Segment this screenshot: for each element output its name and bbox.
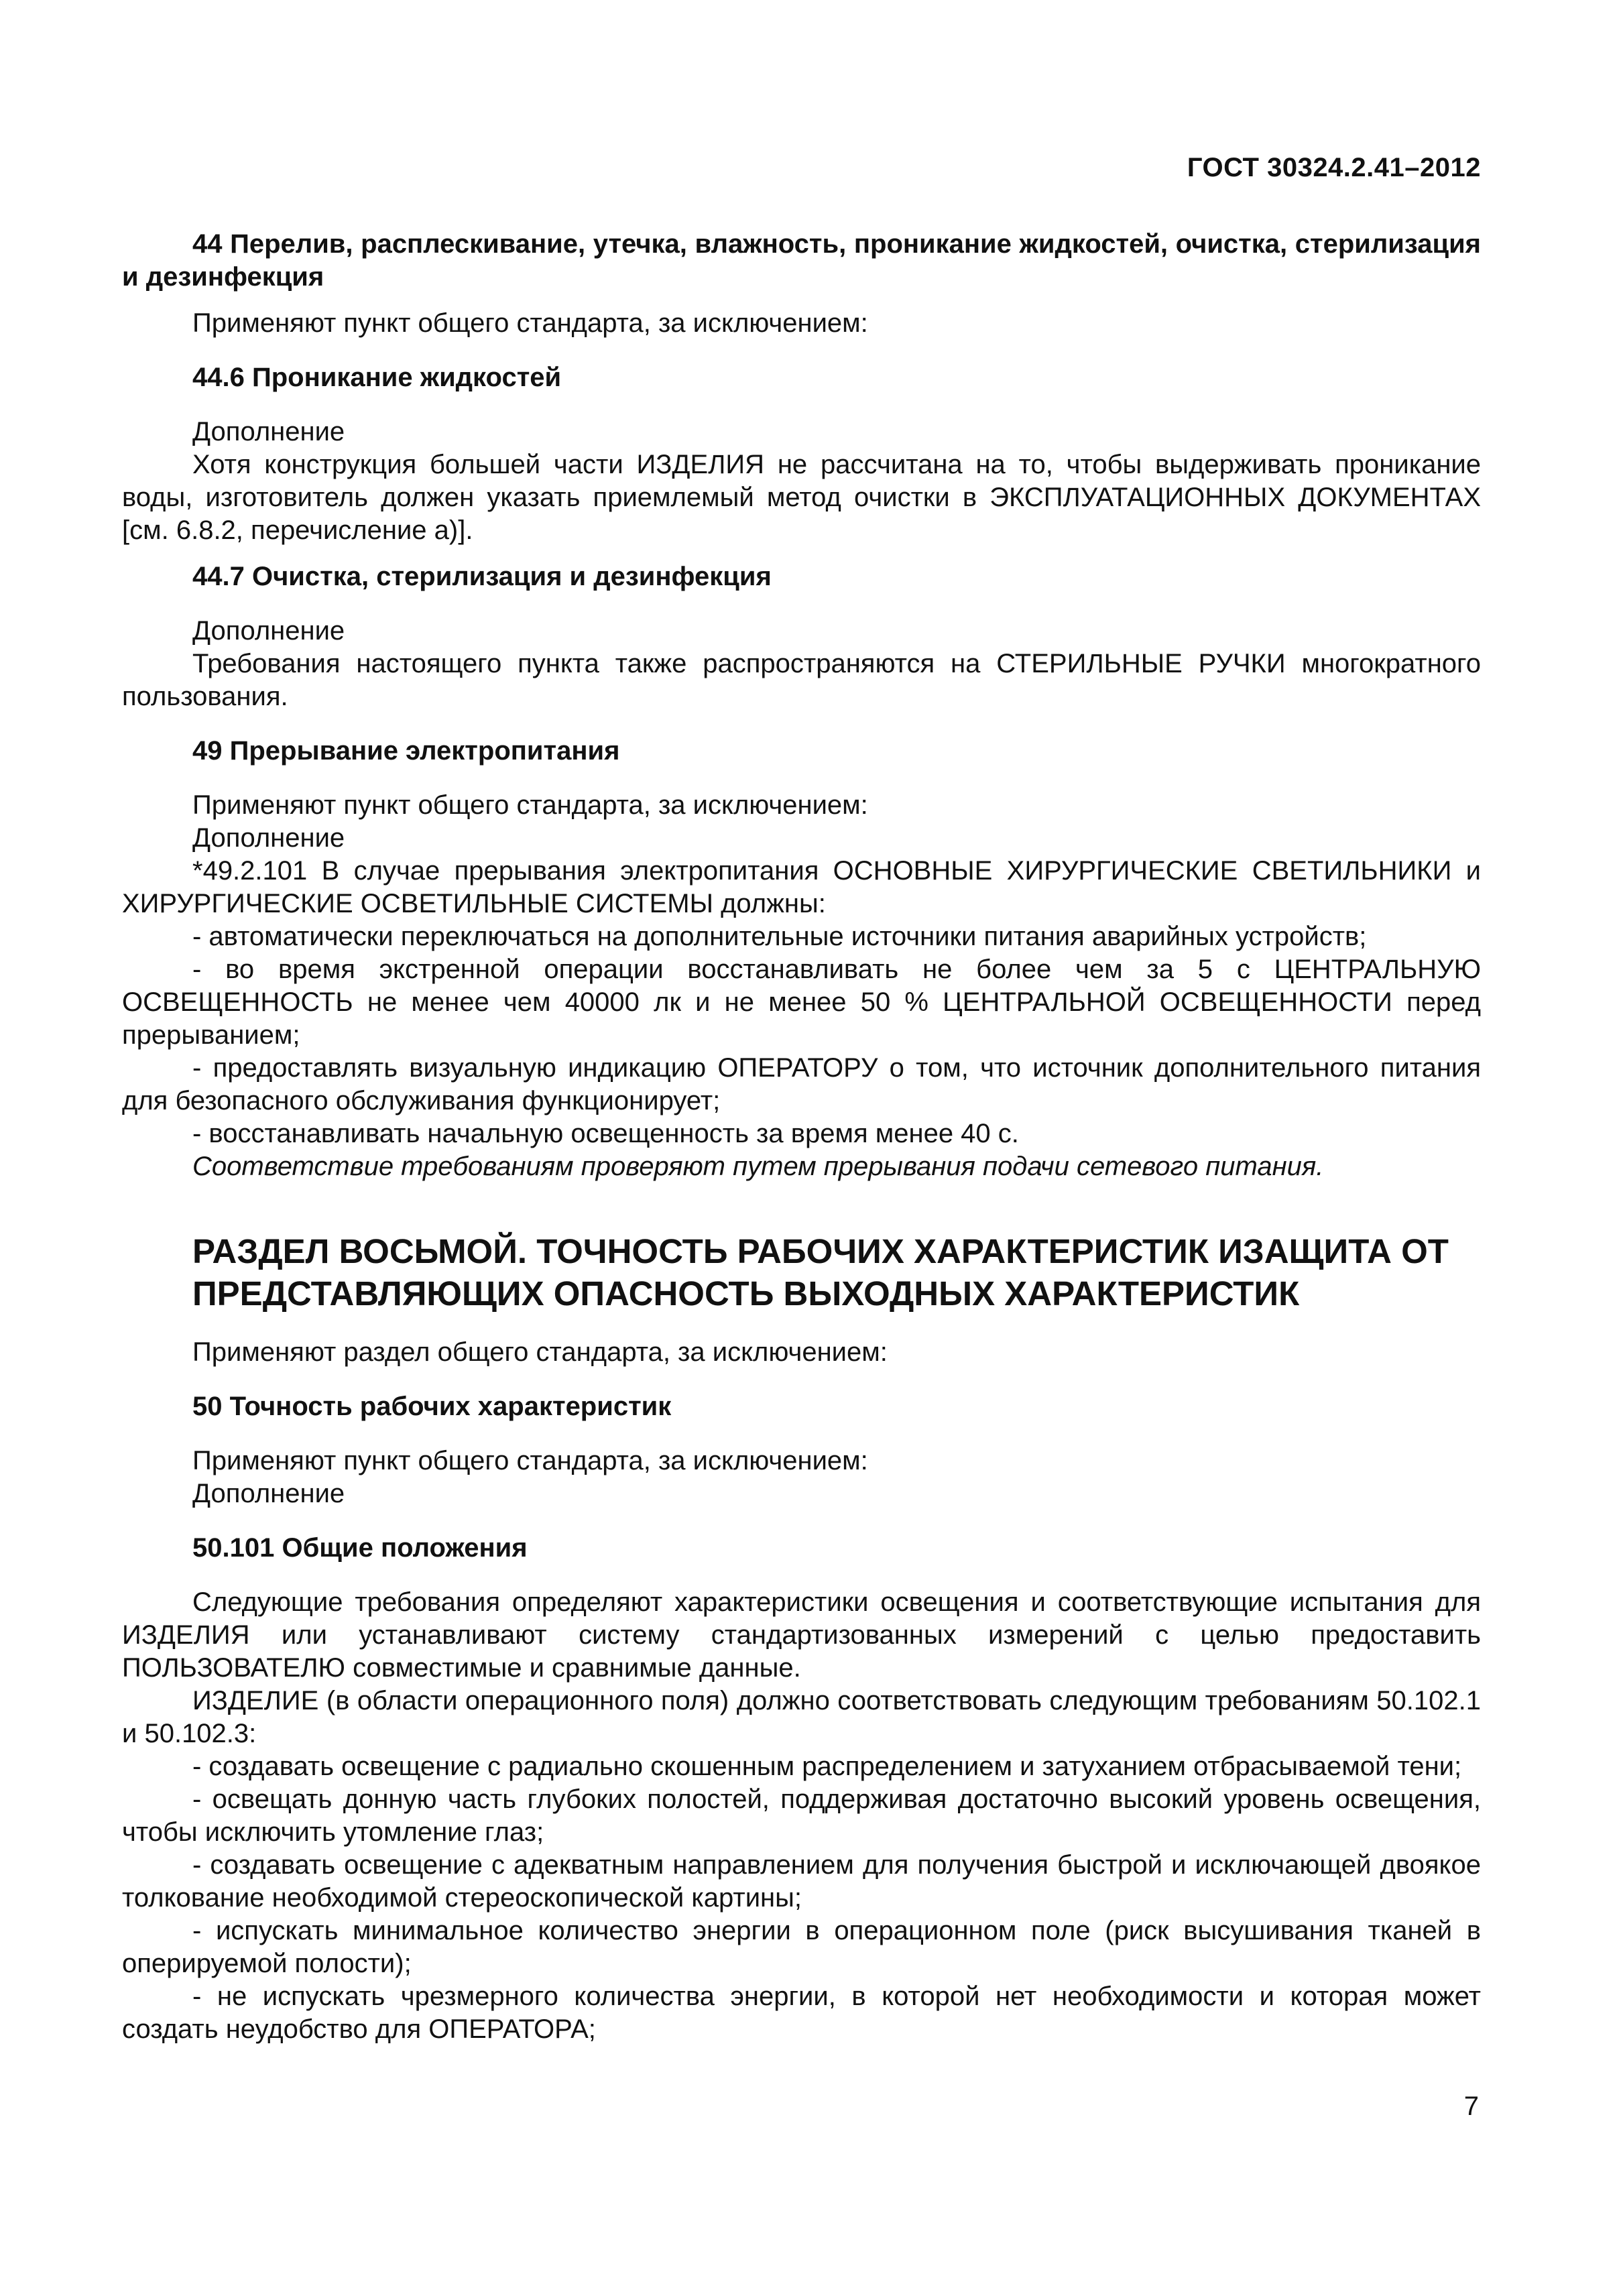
clause-49-heading: 49 Прерывание электропитания	[192, 736, 620, 766]
page-number: 7	[1463, 2092, 1479, 2121]
paragraph: Дополнение	[192, 823, 345, 853]
clause-44-heading: 44 Перелив, расплескивание, утечка, влажность, проникание жидкостей, очистка, стерилизация и дезинфекция	[122, 229, 1481, 292]
list-item: - создавать освещение с радиально скошенным распределением и затуханием отбрасываемой тени;	[192, 1752, 1462, 1781]
paragraph: *49.2.101 В случае прерывания электропитания ОСНОВНЫЕ ХИРУРГИЧЕСКИЕ СВЕТИЛЬНИКИ и ХИРУРГИЧЕСКИЕ ОСВЕТИЛЬНЫЕ СИСТЕМЫ должны:	[122, 856, 1481, 918]
compliance-note: Соответствие требованиям проверяют путем прерывания подачи сетевого питания.	[192, 1152, 1324, 1181]
paragraph: Применяют пункт общего стандарта, за исключением:	[192, 790, 868, 820]
list-item: - предоставлять визуальную индикацию ОПЕРАТОРУ о том, что источник дополнительного питания для безопасного обслуживания функционирует;	[122, 1053, 1481, 1115]
paragraph: Применяют пункт общего стандарта, за исключением:	[192, 1446, 868, 1475]
clause-44-7-heading: 44.7 Очистка, стерилизация и дезинфекция	[192, 562, 772, 591]
paragraph: ИЗДЕЛИЕ (в области операционного поля) должно соответствовать следующим требованиям 50.102.1 и 50.102.3:	[122, 1686, 1481, 1748]
list-item: - не испускать чрезмерного количества энергии, в которой нет необходимости и которая может создать неудобство для ОПЕРАТОРА;	[122, 1982, 1481, 2044]
paragraph: Дополнение	[192, 616, 345, 646]
paragraph: Дополнение	[192, 1479, 345, 1508]
paragraph: Требования настоящего пункта также распространяются на СТЕРИЛЬНЫЕ РУЧКИ многократного пользования.	[122, 649, 1481, 711]
paragraph: Применяют раздел общего стандарта, за исключением:	[192, 1337, 888, 1367]
document-body	[122, 228, 1481, 2046]
section-8-heading	[122, 1230, 1481, 1315]
section-8-heading-line-2: ПРЕДСТАВЛЯЮЩИХ ОПАСНОСТЬ ВЫХОДНЫХ ХАРАКТЕРИСТИК	[192, 1274, 1300, 1313]
paragraph: Применяют пункт общего стандарта, за исключением:	[192, 308, 868, 338]
list-item: - создавать освещение с адекватным направлением для получения быстрой и исключающей двоякое толкование необходимой стереоскопической картины;	[122, 1850, 1481, 1913]
clause-50-101-heading: 50.101 Общие положения	[192, 1533, 528, 1563]
list-item: - восстанавливать начальную освещенность за время менее 40 с.	[192, 1119, 1019, 1148]
list-item: - освещать донную часть глубоких полостей, поддерживая достаточно высокий уровень освещения, чтобы исключить утомление глаз;	[122, 1785, 1481, 1847]
standard-code-header: ГОСТ 30324.2.41–2012	[1187, 153, 1481, 182]
list-item: - во время экстренной операции восстанавливать не более чем за 5 с ЦЕНТРАЛЬНУЮ ОСВЕЩЕННОСТЬ не менее чем 40000 лк и не менее 50 % ЦЕНТРАЛЬНОЙ ОСВЕЩЕННОСТИ перед прерыванием;	[122, 955, 1481, 1050]
list-item: - автоматически переключаться на дополнительные источники питания аварийных устройств;	[192, 922, 1367, 951]
clause-50-heading: 50 Точность рабочих характеристик	[192, 1392, 672, 1421]
list-item: - испускать минимальное количество энергии в операционном поле (риск высушивания тканей в оперируемой полости);	[122, 1916, 1481, 1978]
clause-44-6-heading: 44.6 Проникание жидкостей	[192, 363, 562, 392]
paragraph: Дополнение	[192, 417, 345, 446]
paragraph: Следующие требования определяют характеристики освещения и соответствующие испытания для ИЗДЕЛИЯ или устанавливают систему стандартизованных измерений с целью предоставить ПОЛЬЗОВАТЕЛЮ совместимые и сравнимые данные.	[122, 1587, 1481, 1683]
section-8-heading-line-1: РАЗДЕЛ ВОСЬМОЙ. ТОЧНОСТЬ РАБОЧИХ ХАРАКТЕРИСТИК ИЗАЩИТА ОТ	[192, 1232, 1449, 1270]
paragraph: Хотя конструкция большей части ИЗДЕЛИЯ не рассчитана на то, чтобы выдерживать проникание воды, изготовитель должен указать приемлемый метод очистки в ЭКСПЛУАТАЦИОННЫХ ДОКУМЕНТАХ [см. 6.8.2, перечисление а)].	[122, 450, 1481, 545]
